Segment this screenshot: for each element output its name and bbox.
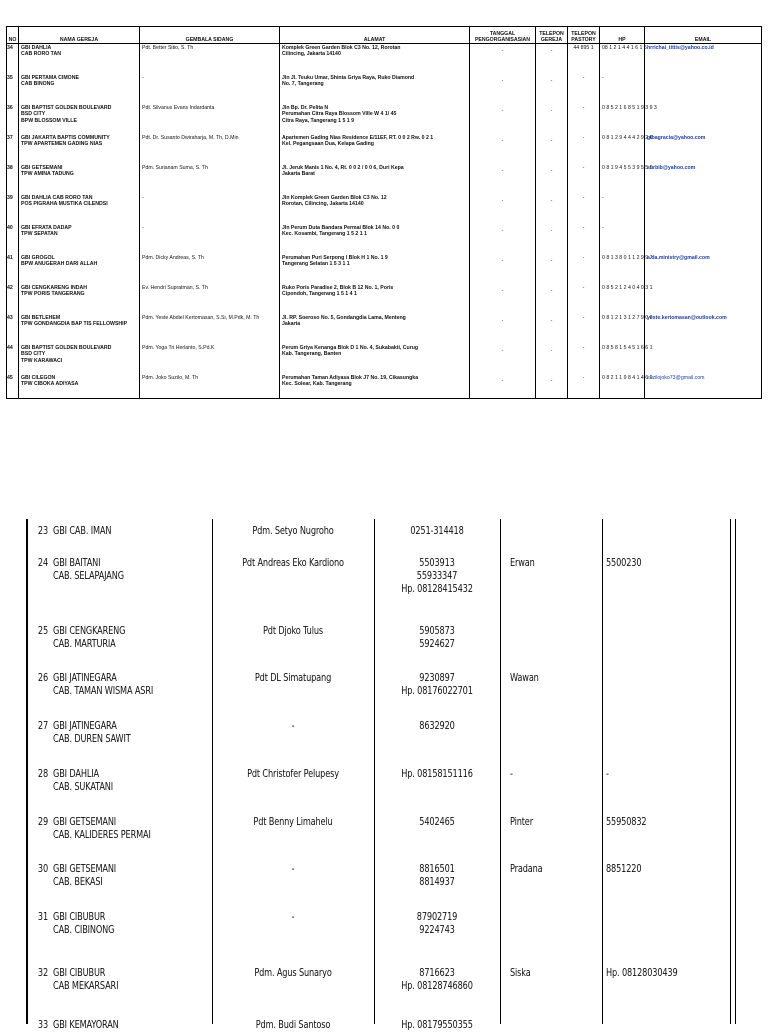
pastor-name: -	[291, 720, 295, 732]
church-name-line: GBI GETSEMANI	[21, 165, 63, 171]
church-name-line: CAB. BEKASI	[53, 876, 103, 888]
organized-date: -	[470, 164, 536, 194]
church-name	[53, 557, 124, 583]
church-address-line: Komplek Green Garden Blok C3 No. 12, Rorotan	[282, 45, 401, 51]
pastory-phone: -	[568, 314, 600, 344]
church-address	[280, 134, 470, 164]
church-name-line: GBI GETSEMANI	[53, 863, 117, 875]
church-address	[280, 344, 470, 374]
church-address-line: Kel. Pegangsaan Dua, Kelapa Gading	[282, 141, 374, 148]
hp-number: -	[600, 194, 645, 224]
church-name	[53, 967, 118, 993]
hp-number: 0 8 1 9 4 5 5 3 9 5 5 5	[600, 164, 645, 194]
church-phone-line: 87902719	[416, 911, 458, 923]
pastor-name: -	[140, 224, 280, 254]
church-phone-line: 5924627	[419, 638, 455, 650]
pastor-name: Pdm. Surianam Suma, S. Th	[140, 164, 280, 194]
hp-number: -	[600, 74, 645, 104]
column-divider	[374, 519, 375, 1024]
table-row	[7, 74, 762, 104]
church-name-line: CAB. SUKATANI	[53, 781, 114, 793]
row-number: 44	[7, 344, 19, 374]
church-address-line: Perumahan Taman Adiyasa Blok J7 No. 19, Cikasungka	[282, 375, 419, 381]
table-row	[7, 104, 762, 134]
row-number: 24	[37, 557, 48, 569]
header-phone-church: TELEPON GEREJA	[536, 27, 568, 44]
row-number: 42	[7, 284, 19, 314]
organized-date: -	[470, 344, 536, 374]
email-link[interactable]: hrrichai_tittis@yahoo.co.id	[645, 44, 762, 75]
church-name	[19, 314, 140, 344]
church-phone: -	[536, 164, 568, 194]
row-number: 33	[37, 1019, 48, 1031]
church-phone-line: 9230897	[419, 672, 455, 684]
pastor-name: Pdm. Dicky Andreas, S. Th	[140, 254, 280, 284]
organized-date: -	[470, 314, 536, 344]
church-phone	[391, 720, 483, 733]
church-name	[53, 720, 131, 746]
church-name-line: CAB MEKARSARI	[53, 980, 119, 992]
pastor-name: Pdt Benny Limahelu	[253, 816, 333, 828]
church-address-line: Perumahan Citra Raya Blossom Ville W 4 1/ 45	[282, 111, 397, 118]
organized-date: -	[470, 374, 536, 399]
church-name-line: BPW BLOSSOM VILLE	[21, 117, 77, 124]
church-phone-line: 8816501	[419, 863, 455, 875]
church-name	[53, 768, 113, 794]
header-email: EMAIL	[645, 27, 762, 44]
pastory-phone: -	[568, 104, 600, 134]
table-header-row	[7, 27, 762, 44]
church-phone-line: 9224743	[419, 924, 455, 936]
pastor-name: Pdm. Budi Santoso	[255, 1019, 331, 1031]
column-divider	[212, 519, 213, 1024]
church-address-line: Jl. RP. Soeroso No. 5, Gondangdia Lama, Menteng	[282, 315, 406, 321]
row-number: 34	[7, 44, 19, 75]
church-address-line: Rorotan, Cilincing, Jakarta 14140	[282, 201, 364, 208]
contact-phone: -	[606, 768, 609, 780]
church-name-line: BSD CITY	[21, 111, 46, 118]
church-address-line: Kec. Solear, Kab. Tangerang	[282, 381, 352, 388]
pastory-phone: -	[568, 224, 600, 254]
church-address	[280, 44, 470, 75]
email-link	[645, 104, 762, 134]
church-name	[19, 194, 140, 224]
church-name-line: GBI BETLEHEM	[21, 315, 61, 321]
church-phone: -	[536, 104, 568, 134]
header-hp: HP	[600, 27, 645, 44]
church-name	[53, 1019, 119, 1032]
church-name-line: TPW AMINA TADUNG	[21, 171, 74, 178]
church-phone	[391, 816, 483, 829]
church-phone-line: 5905873	[419, 625, 455, 637]
row-number: 25	[37, 625, 48, 637]
row-number: 23	[37, 525, 48, 537]
row-number: 29	[37, 816, 48, 828]
church-address	[280, 164, 470, 194]
church-phone: -	[536, 224, 568, 254]
church-name	[19, 74, 140, 104]
church-name	[19, 344, 140, 374]
church-name	[19, 254, 140, 284]
pastor-name: -	[291, 863, 295, 875]
church-name-line: GBI BAITANI	[53, 557, 101, 569]
church-name	[19, 224, 140, 254]
pastory-phone: -	[568, 254, 600, 284]
email-link	[645, 284, 762, 314]
church-name-line: CAB BINONG	[21, 81, 55, 88]
pastor-name: -	[291, 911, 295, 923]
church-name	[53, 816, 151, 842]
church-phone: -	[536, 374, 568, 399]
pastory-phone: 44 895 1	[568, 44, 600, 75]
pastory-phone: -	[568, 374, 600, 399]
church-phone: -	[536, 254, 568, 284]
church-phone: -	[536, 284, 568, 314]
row-number: 41	[7, 254, 19, 284]
church-address-line: Tangerang Selatan 1 5 3 1 1	[282, 261, 350, 268]
row-number: 45	[7, 374, 19, 399]
church-address-line: Apartemen Gading Nias Residence E/11EF, RT. 0 0 2 Rw. 0 2 1	[282, 135, 434, 141]
church-name-line: CAB. KALIDERES PERMAI	[53, 829, 151, 841]
church-name	[19, 164, 140, 194]
email-link[interactable]: surbib@yahoo.com	[645, 164, 762, 194]
email-link[interactable]: glbagracia@yahoo.com	[645, 134, 762, 164]
column-divider	[730, 519, 731, 1024]
church-phone	[391, 911, 483, 937]
church-name-line: GBI DAHLIA	[53, 768, 99, 780]
church-address-line: No. 7, Tangerang	[282, 81, 324, 88]
church-address-line: Cipondoh, Tangerang 1 5 1 4 1	[282, 291, 357, 298]
hp-number: 0 8 5 8 1 5 4 5 1 6 6 1	[600, 344, 645, 374]
church-address-line: Jl. Jeruk Manis 1 No. 4, Rt. 0 0 2 / 0 0 6, Duri Kepa	[282, 165, 404, 171]
contact-name: Siska	[510, 967, 531, 979]
church-name	[19, 104, 140, 134]
pastor-name: Pdt. Dr. Susanto Dwiraharja, M. Th, D.Min	[140, 134, 280, 164]
table-row	[7, 194, 762, 224]
church-phone-line: Hp. 08179550355	[401, 1019, 473, 1031]
church-address-line: Perum Griya Kenanga Blok D 1 No. 4, Sukabakti, Curug	[282, 345, 419, 351]
church-address-line: Jln Komplek Green Garden Blok C3 No. 12	[282, 195, 387, 201]
pastor-name: Pdm. Joko Suzilo, M. Th	[140, 374, 280, 399]
church-address-line: Jakarta Barat	[282, 171, 315, 178]
table-row	[7, 134, 762, 164]
church-name-line: CAB. MARTURIA	[53, 638, 116, 650]
hp-number: 0 8 5 2 1 6 8 5 1 9 3 9 3	[600, 104, 645, 134]
church-name	[53, 525, 111, 538]
church-phone-line: 8814937	[419, 876, 455, 888]
church-phone-line: Hp. 08158151116	[401, 768, 473, 780]
table-row	[7, 344, 762, 374]
row-number: 39	[7, 194, 19, 224]
hp-number: 0 8 1 2 9 4 4 4 2 9 2 6	[600, 134, 645, 164]
organized-date: -	[470, 44, 536, 75]
row-number: 30	[37, 863, 48, 875]
organized-date: -	[470, 254, 536, 284]
church-phone: -	[536, 44, 568, 75]
pastor-name: Pdt Andreas Eko Kardiono	[242, 557, 344, 569]
church-name-line: TPW SEPATAN	[21, 231, 58, 238]
church-phone	[391, 625, 483, 651]
pastor-name: -	[140, 194, 280, 224]
contact-phone: 8851220	[606, 863, 642, 875]
church-name-line: GBI DAHLIA CAB RORO TAN	[21, 195, 93, 201]
church-address-line: Perumahan Puri Serpong I Blok H 1 No. 1 9	[282, 255, 388, 261]
column-divider	[500, 519, 501, 1024]
row-number: 27	[37, 720, 48, 732]
church-address-line: Kab. Tangerang, Banten	[282, 351, 342, 358]
email-link	[645, 74, 762, 104]
email-link	[645, 344, 762, 374]
church-name-line: GBI CENGKARENG	[53, 625, 126, 637]
hp-number: 0 8 1 2 1 3 1 2 7 9 0 0	[600, 314, 645, 344]
organized-date: -	[470, 194, 536, 224]
church-address	[280, 284, 470, 314]
pastory-phone: -	[568, 134, 600, 164]
row-number: 36	[7, 104, 19, 134]
church-name	[19, 284, 140, 314]
church-table-bottom	[26, 519, 738, 1031]
organized-date: -	[470, 134, 536, 164]
church-name-line: TPW APARTEMEN GADING NIAS	[21, 141, 103, 148]
contact-phone: 5500230	[606, 557, 642, 569]
pastor-name: Pdm. Agus Sunaryo	[254, 967, 332, 979]
church-phone-line: 0251-314418	[410, 525, 464, 537]
church-address-line: Jln Perum Duta Bandara Permai Blok 14 No. 0 0	[282, 225, 400, 231]
row-number: 28	[37, 768, 48, 780]
church-name-line: POS PIGRAHA MUSTIKA CILENDSI	[21, 201, 108, 208]
pastory-phone: -	[568, 194, 600, 224]
church-address-line: Jln Jl. Teuku Umar, Shinta Griya Raya, Ruko Diamond	[282, 75, 415, 81]
church-name-line: GBI CENGKARENG INDAH	[21, 285, 87, 291]
church-name-line: BSD CITY	[21, 351, 46, 358]
church-name-line: GBI PERTAMA CIMONE	[21, 75, 79, 81]
church-name-line: CAB. TAMAN WISMA ASRI	[53, 685, 154, 697]
church-name-line: GBI JAKARTA BAPTIS COMMUNITY	[21, 135, 110, 141]
church-phone: -	[536, 314, 568, 344]
organized-date: -	[470, 284, 536, 314]
church-phone: -	[536, 194, 568, 224]
church-name-line: CAB. DUREN SAWIT	[53, 733, 131, 745]
church-address	[280, 314, 470, 344]
church-name	[19, 44, 140, 75]
header-date: TANGGAL PENGORGANISASIAN	[470, 27, 536, 44]
church-name	[19, 134, 140, 164]
church-address	[280, 104, 470, 134]
row-number: 31	[37, 911, 48, 923]
church-name-line: GBI GETSEMANI	[53, 816, 117, 828]
row-number: 37	[7, 134, 19, 164]
church-name-line: GBI KEMAYORAN	[53, 1019, 119, 1031]
church-phone	[391, 525, 483, 538]
email-link[interactable]: yeste.kertomasan@outlook.com	[645, 314, 762, 344]
pastory-phone: -	[568, 284, 600, 314]
pastor-name: Pdm. Yeste Abdiel Kertomasan, S.Si, M.Pdk, M. Th	[140, 314, 280, 344]
church-name-line: GBI CAB. IMAN	[53, 525, 112, 537]
hp-number: -	[600, 224, 645, 254]
row-number: 40	[7, 224, 19, 254]
column-divider	[26, 519, 28, 1024]
church-phone-line: 5402465	[419, 816, 455, 828]
table-row	[7, 284, 762, 314]
column-divider	[602, 519, 603, 1024]
row-number: 26	[37, 672, 48, 684]
church-phone-line: 55933347	[416, 570, 458, 582]
church-phone-line: Hp. 08176022701	[401, 685, 473, 697]
pastor-name: Pdm. Setyo Nugroho	[252, 525, 334, 537]
contact-phone: 55950832	[606, 816, 647, 828]
church-phone-line: Hp. 08128746860	[401, 980, 473, 992]
church-phone	[391, 557, 483, 596]
contact-name: Erwan	[510, 557, 535, 569]
church-name	[53, 911, 114, 937]
email-link	[645, 194, 762, 224]
row-number: 38	[7, 164, 19, 194]
church-address-line: Ruko Poris Paradise 2, Blok B 12 No. 1, Poris	[282, 285, 394, 291]
header-address: ALAMAT	[280, 27, 470, 44]
church-address	[280, 374, 470, 399]
hp-number: 0 8 2 1 1 9 8 4 1 4 6 9	[600, 374, 645, 399]
church-phone-line: 8716623	[419, 967, 455, 979]
table-row	[7, 44, 762, 75]
church-phone	[391, 967, 483, 993]
organized-date: -	[470, 74, 536, 104]
church-address	[280, 224, 470, 254]
table-row	[7, 314, 762, 344]
header-pastor: GEMBALA SIDANG	[140, 27, 280, 44]
pastory-phone: -	[568, 344, 600, 374]
church-phone	[391, 1019, 483, 1032]
row-number: 43	[7, 314, 19, 344]
pastor-name: Pdt. Silvanus Evans Indardanta	[140, 104, 280, 134]
table-row	[7, 164, 762, 194]
church-name-line: GBI CILEGON	[21, 375, 56, 381]
church-name-line: TPW KARAWACI	[21, 357, 63, 364]
church-address-line: Jakarta	[282, 321, 301, 328]
pastory-phone: -	[568, 164, 600, 194]
row-number: 35	[7, 74, 19, 104]
church-address	[280, 254, 470, 284]
church-name-line: CAB. SELAPAJANG	[53, 570, 124, 582]
church-name	[53, 625, 125, 651]
church-name-line: GBI GROGOL	[21, 255, 55, 261]
church-phone-line: 5503913	[419, 557, 455, 569]
table-row	[7, 374, 762, 399]
header-phone-pastory: TELEPON PASTORY	[568, 27, 600, 44]
church-name-line: GBI DAHLIA	[21, 45, 52, 51]
pastor-name: Pdt Djoko Tulus	[263, 625, 323, 637]
church-name	[53, 672, 153, 698]
church-address-line: Kec. Kosambi, Tangerang 1 5 2 1 1	[282, 231, 367, 238]
contact-name: Wawan	[510, 672, 539, 684]
church-name-line: TPW GONDANGDIA BAP TIS FELLOWSHIP	[21, 321, 128, 328]
church-name-line: GBI BAPTIST GOLDEN BOULEVARD	[21, 345, 112, 351]
contact-name: Pradana	[510, 863, 543, 875]
church-name	[53, 863, 116, 889]
church-phone	[391, 863, 483, 889]
church-address	[280, 194, 470, 224]
church-table-top	[6, 26, 762, 399]
church-phone: -	[536, 134, 568, 164]
church-name	[19, 374, 140, 399]
church-name-line: GBI CIBUBUR	[53, 967, 106, 979]
church-name-line: GBI BAPTIST GOLDEN BOULEVARD	[21, 105, 112, 111]
header-no: NO	[7, 27, 19, 44]
hp-number: 08 1 2 1 4 4 1 6 1 5	[600, 44, 645, 75]
church-name-line: GBI CIBUBUR	[53, 911, 106, 923]
pastor-name: Ev. Hendri Supratman, S. Th	[140, 284, 280, 314]
church-name-line: TPW CIBOKA ADIYASA	[21, 381, 79, 388]
church-name-line: GBI JATINEGARA	[53, 672, 117, 684]
church-phone-line: Hp. 08128415432	[401, 583, 473, 595]
organized-date: -	[470, 224, 536, 254]
table-row	[7, 224, 762, 254]
church-name-line: BPW ANUGERAH DARI ALLAH	[21, 261, 98, 268]
organized-date: -	[470, 104, 536, 134]
column-divider	[735, 519, 736, 1024]
church-name-line: CAB. CIBINONG	[53, 924, 115, 936]
pastor-name: Pdm. Yoga Tri Herlanto, S.Pd.K	[140, 344, 280, 374]
pastor-name: -	[140, 74, 280, 104]
pastor-name: Pdt DL Simatupang	[254, 672, 332, 684]
church-name-line: TPW PORIS TANGERANG	[21, 291, 85, 298]
contact-phone: Hp. 08128030439	[606, 967, 678, 979]
church-name-line: CAB RORO TAN	[21, 51, 61, 58]
church-name-line: GBI EFRATA DADAP	[21, 225, 72, 231]
contact-name: -	[510, 768, 513, 780]
table-row	[7, 254, 762, 284]
church-phone-line: 8632920	[419, 720, 455, 732]
pastory-phone: -	[568, 74, 600, 104]
pastor-name: Pdt Christofer Pelupesy	[247, 768, 339, 780]
church-phone: -	[536, 74, 568, 104]
church-name-line: GBI JATINEGARA	[53, 720, 117, 732]
email-link	[645, 224, 762, 254]
header-name: NAMA GEREJA	[19, 27, 140, 44]
hp-number: 0 8 1 3 8 0 1 1 2 9 9 7	[600, 254, 645, 284]
pastor-name: Pdt. Better Sitio, S. Th	[140, 44, 280, 75]
contact-name: Pinter	[510, 816, 533, 828]
row-number: 32	[37, 967, 48, 979]
church-address-line: Cilincing, Jakarta 14140	[282, 51, 341, 58]
church-address-line: Citra Raya, Tangerang 1 5 1 9	[282, 117, 354, 124]
email-link[interactable]: a.da.ministry@gmail.com	[645, 254, 762, 284]
church-phone	[391, 672, 483, 698]
church-phone: -	[536, 344, 568, 374]
hp-number: 0 8 5 2 1 2 4 0 4 0 3 1	[600, 284, 645, 314]
church-address-line: Jln Bp. Dr. Pelita N	[282, 105, 329, 111]
church-phone	[391, 768, 483, 781]
email-link[interactable]: suzilojoko73@gmail.com	[645, 374, 762, 399]
church-address	[280, 74, 470, 104]
